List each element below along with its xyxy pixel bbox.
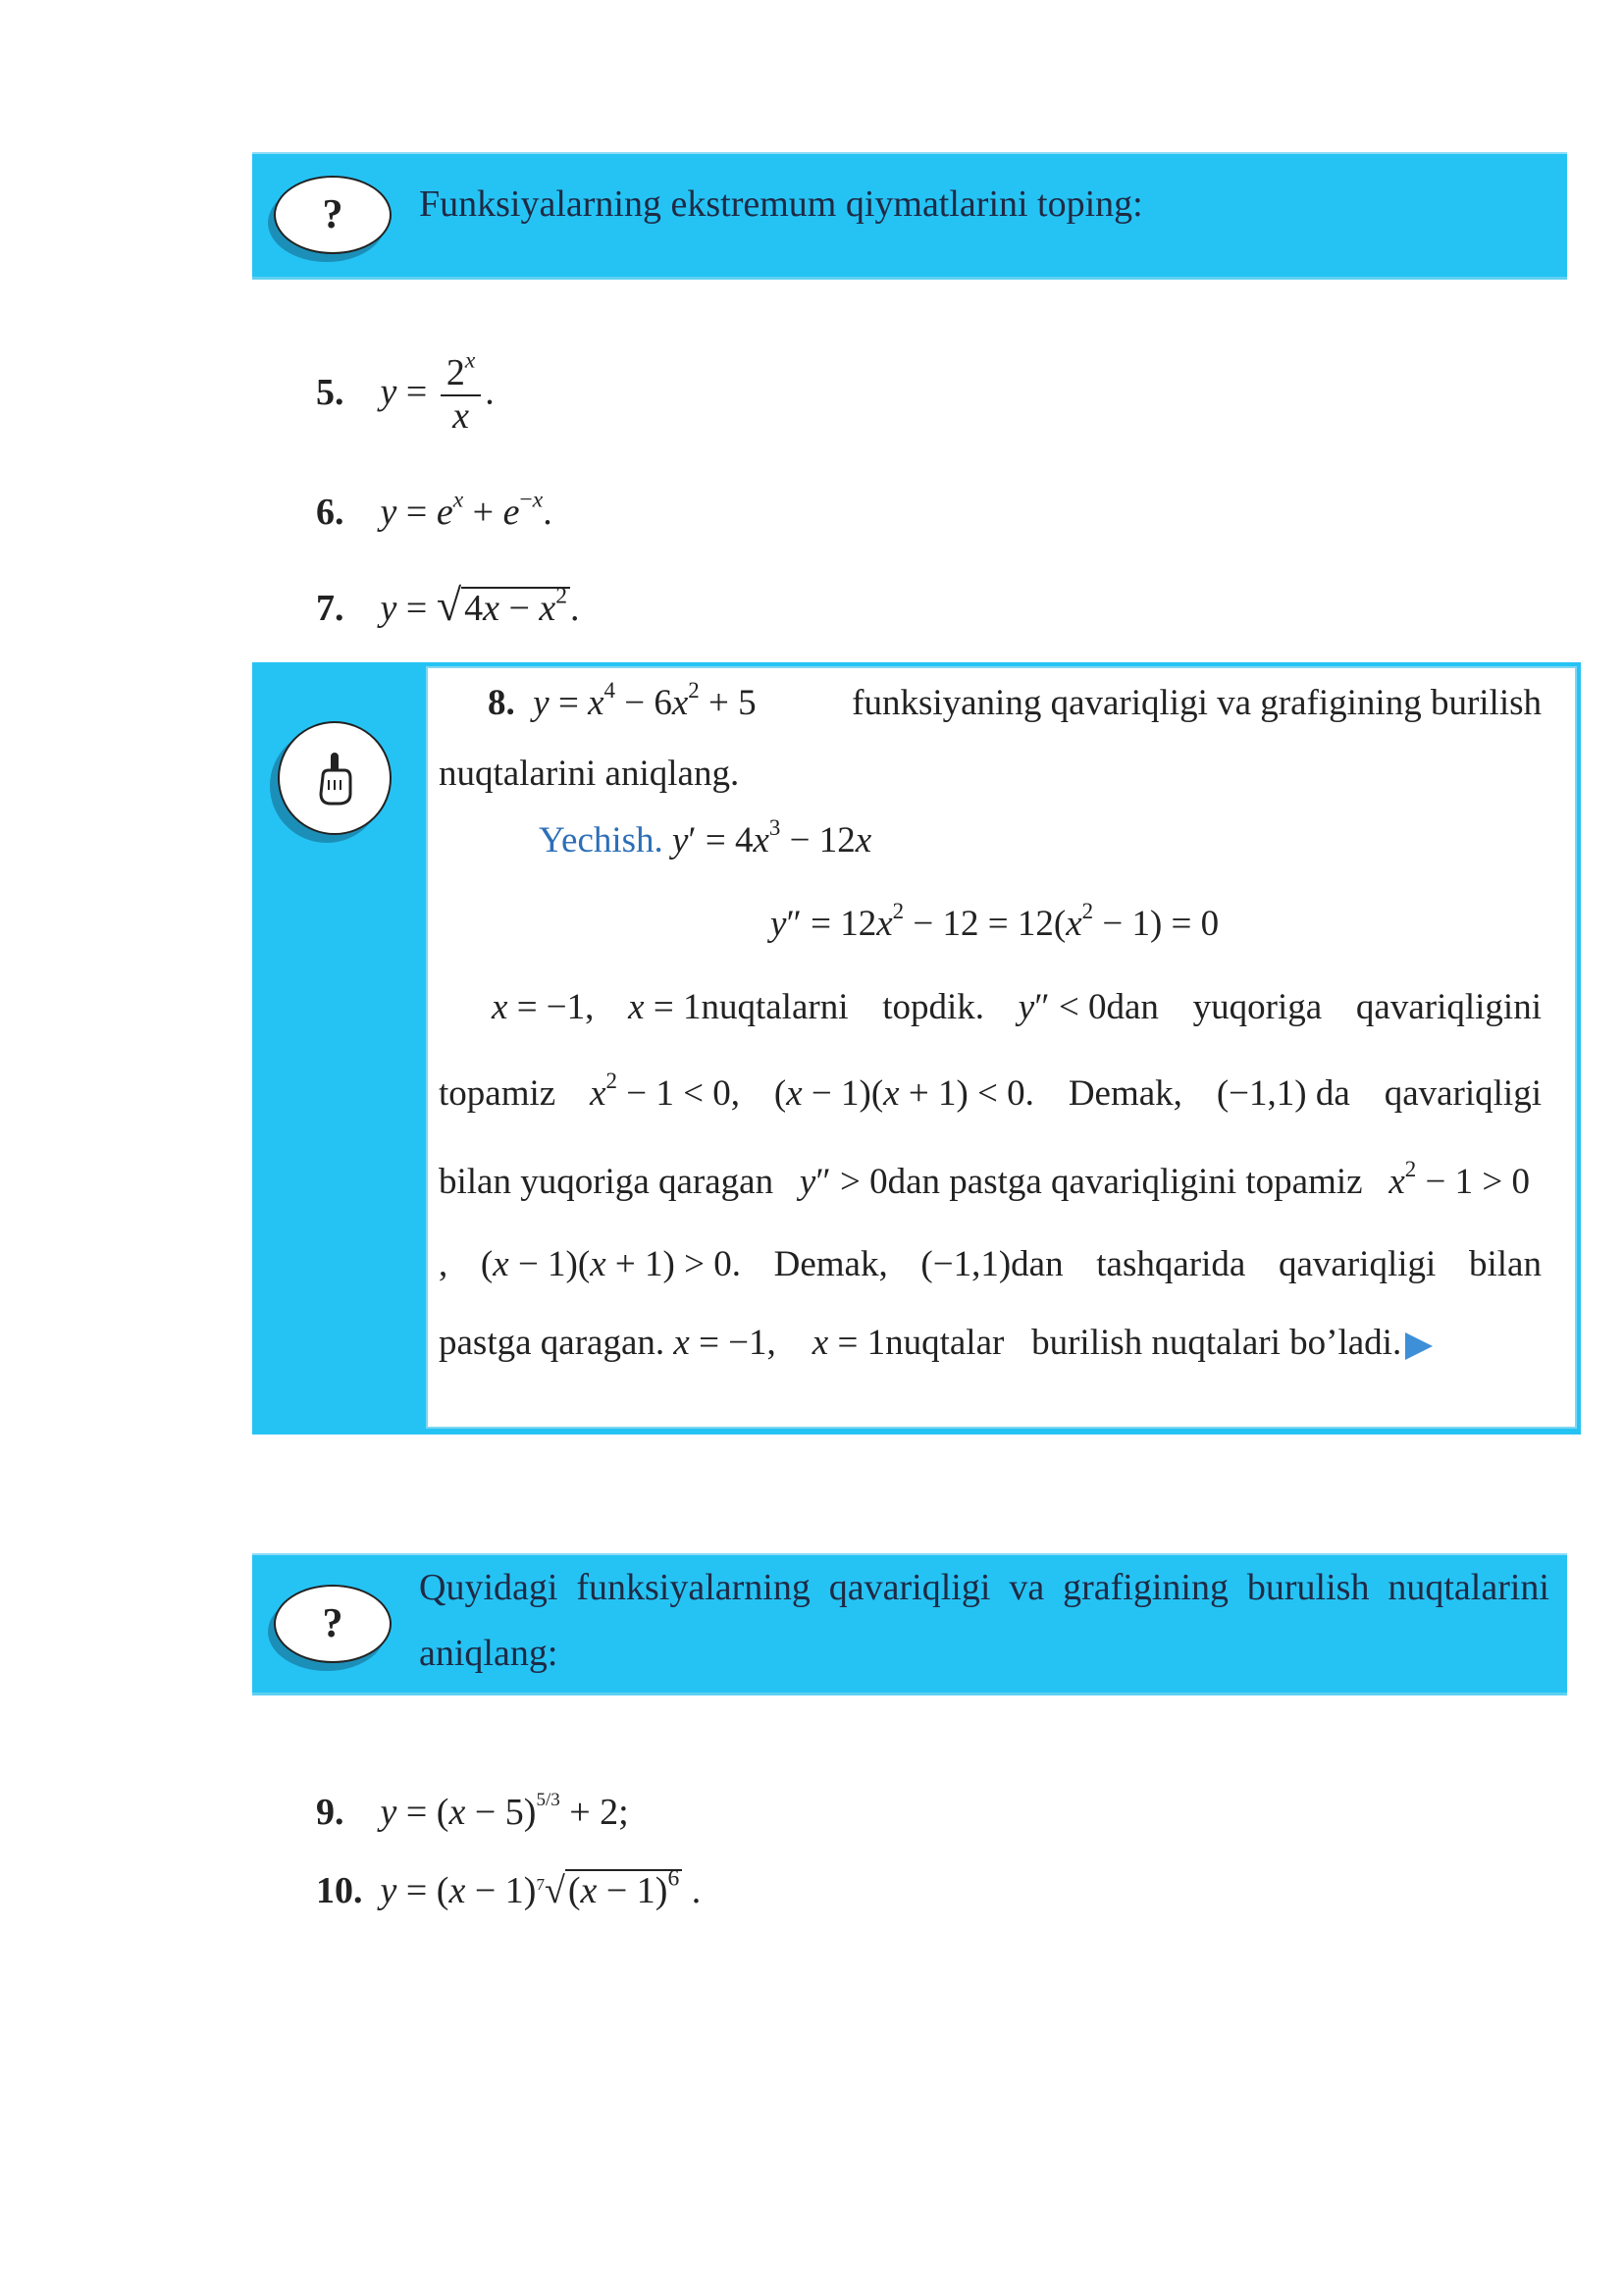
question-icon: ? bbox=[274, 1585, 392, 1663]
exercise-6: 6. $y = e^x + e^{-x}$. bbox=[316, 487, 552, 533]
question-icon: ? bbox=[274, 176, 392, 254]
worked-example: 8. $y = x^4 - 6x^2 + 5$ funksiyaning qavariqligi va grafigining burilish nuqtalarini aniqlang. Yechish. $y' = 4x^3 - 12x$ $y'' = 12x^2 - 12 = 12(x^2 - 1) = 0$ x = −1, x = 1nuqtalarni topdik. y″ < 0dan yuqoriga qavariqligini topamiz $x^2 - 1 < 0$, (x − 1)(x + 1) < 0. Demak, (−1,1) da qavariqligi bilan yuqoriga qaragan y″ > 0dan pastga qavariqligini topamiz $x^2 - 1 > 0$ , (x − 1)(x + 1) > 0. Demak, (−1,1)dan tashqarida qavariqligi bilan pastga qaragan. x = −1, x = 1nuqtalar burilish nuqtalari bo’ladi. bbox=[252, 662, 1581, 1434]
exercise-10: 10. $y = (x - 1)^7√(x - 1)^6$ . bbox=[316, 1865, 702, 1911]
exercise-banner-2 bbox=[252, 1553, 1567, 1695]
fraction: $\frac{2^x}{x}$ bbox=[441, 353, 481, 438]
banner-title: Quyidagi funksiyalarning qavariqligi va grafigining burulish nuqtalarini aniqlang: bbox=[419, 1567, 1549, 1674]
play-triangle-icon bbox=[1405, 1332, 1433, 1360]
exercise-banner bbox=[252, 152, 1567, 280]
exercise-7: 7. $y = √4x - x^2$. bbox=[316, 580, 580, 630]
exercise-9: 9. $y = (x - 5)^{5/3} + 2$; bbox=[316, 1790, 629, 1833]
exercise-5: 5. y = $\frac{2^x}{x}$ . bbox=[316, 347, 495, 437]
pointing-hand-icon bbox=[278, 721, 392, 835]
banner-title: Funksiyalarning ekstremum qiymatlarini toping: bbox=[419, 183, 1143, 225]
